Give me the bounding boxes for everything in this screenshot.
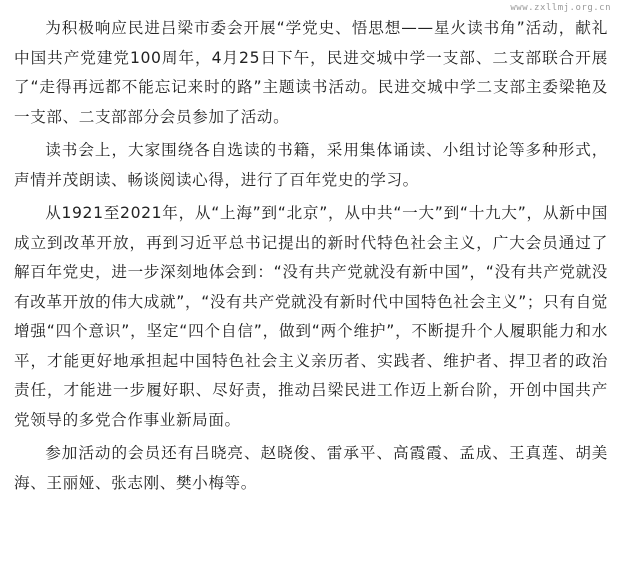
article-paragraph-participants: 参加活动的会员还有吕晓亮、赵晓俊、雷承平、高霞霞、孟成、王真莲、胡美海、王丽娅、张志刚、樊小梅等。 xyxy=(14,444,608,492)
article-paragraph-history: 从1921至2021年，从“上海”到“北京”，从中共“一大”到“十九大”，从新中国成立到改革开放，再到习近平总书记提出的新时代特色社会主义，广大会员通过了解百年党史，进一步深刻地体会到：“没有共产党就没有新中国”，“没有共产党就没有改革开放的伟大成就”，“没有共产党就没有新时代中国特色社会主义”；只有自觉增强“四个意识”，坚定“四个自信”，做到“两个维护”，不断提升个人履职能力和水平，才能更好地承担起中国特色社会主义亲历者、实践者、维护者、捍卫者的政治责任，才能进一步履好职、尽好责，推动吕梁民进工作迈上新台阶，开创中国共产党领导的多党合作事业新局面。 xyxy=(14,204,608,429)
article-body xyxy=(14,14,608,502)
article-paragraph-reading-session: 读书会上，大家围绕各自选读的书籍，采用集体诵读、小组讨论等多种形式，声情并茂朗读、畅谈阅读心得，进行了百年党史的学习。 xyxy=(14,141,608,189)
watermark-url: www.zxllmj.org.cn xyxy=(510,3,611,13)
article-paragraph-intro: 为积极响应民进吕梁市委会开展“学党史、悟思想——星火读书角”活动，献礼中国共产党建党100周年，4月25日下午，民进交城中学一支部、二支部联合开展了“走得再远都不能忘记来时的路”主题读书活动。民进交城中学二支部主委梁艳及一支部、二支部部分会员参加了活动。 xyxy=(14,19,608,126)
